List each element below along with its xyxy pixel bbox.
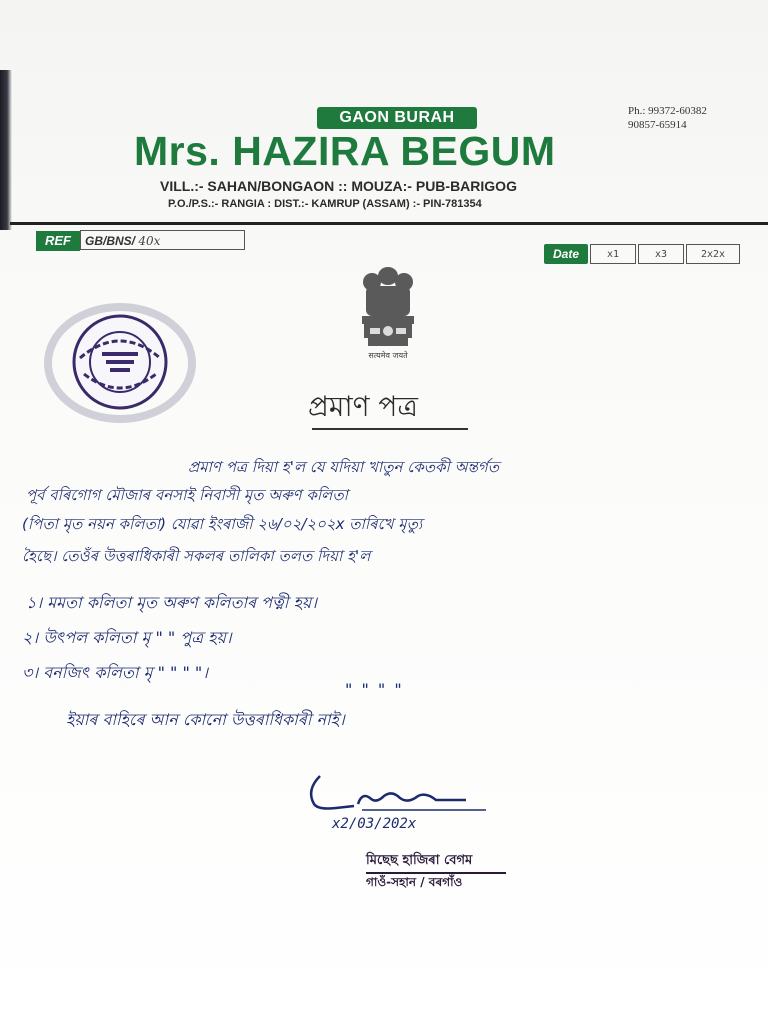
signature-stamp-name: মিছেছ হাজিৰা বেগম xyxy=(366,850,506,874)
signature-date: x2/03/202x xyxy=(332,816,417,832)
ref-label: REF xyxy=(36,231,80,251)
header-divider xyxy=(10,222,768,225)
ref-prefix: GB/BNS/ xyxy=(85,234,136,248)
date-month-box: x3 xyxy=(638,244,684,264)
heir-item: ১। মমতা কলিতা মৃত অৰুণ কলিতাৰ পত্নী হয়। xyxy=(26,593,317,612)
body-line: (পিতা মৃত নয়ন কলিতা) যোৱা ইংৰাজী ২৬/০২/২০২x তাৰিখে মৃত্যু xyxy=(22,515,423,533)
title-underline xyxy=(312,428,468,430)
national-emblem-icon xyxy=(350,262,426,362)
ref-field xyxy=(80,230,245,250)
signature-stamp-place: গাওঁ-সহান / বৰগাঁও xyxy=(366,875,463,889)
ref-number: 40x xyxy=(138,234,161,248)
address-line-2: P.O./P.S.:- RANGIA : DIST.:- KAMRUP (ASSAM) :- PIN-781354 xyxy=(168,198,482,210)
body-line: প্ৰমাণ পত্ৰ দিয়া হ'ল যে যদিয়া খাতুন কেতকী অন্তৰ্গত xyxy=(188,458,499,476)
ditto-marks: " " " " xyxy=(345,680,404,699)
round-office-seal-icon xyxy=(40,302,200,424)
scan-edge-shadow xyxy=(0,70,12,230)
date-label: Date xyxy=(544,244,588,264)
body-line: পূৰ্ব বৰিগোগ মৌজাৰ বনসাই নিবাসী মৃত অৰুণ কলিতা xyxy=(26,486,348,504)
date-year-box: 2x2x xyxy=(686,244,740,264)
emblem-caption: सत्यमेव जयते xyxy=(368,351,408,360)
body-line: হৈছে। তেওঁৰ উত্তৰাধিকাৰী সকলৰ তালিকা তলত দিয়া হ'ল xyxy=(22,547,371,565)
gaon-burah-badge: GAON BURAH xyxy=(317,107,477,129)
date-day-box: x1 xyxy=(590,244,636,264)
address-line-1: VILL.:- SAHAN/BONGAON :: MOUZA:- PUB-BARIGOG xyxy=(160,178,517,194)
closing-line: ইয়াৰ বাহিৰে আন কোনো উত্তৰাধিকাৰী নাই। xyxy=(66,710,345,729)
phone-number: 90857-65914 xyxy=(628,119,687,131)
officer-name: Mrs. HAZIRA BEGUM xyxy=(134,128,556,174)
heir-item: ৩। বনজিৎ কলিতা মৃ " " " "। xyxy=(22,663,209,682)
phone-number: Ph.: 99372-60382 xyxy=(628,105,707,117)
certificate-title: প্ৰমাণ পত্ৰ xyxy=(308,390,418,423)
heir-item: ২। উৎপল কলিতা মৃ " " পুত্ৰ হয়। xyxy=(22,628,232,647)
